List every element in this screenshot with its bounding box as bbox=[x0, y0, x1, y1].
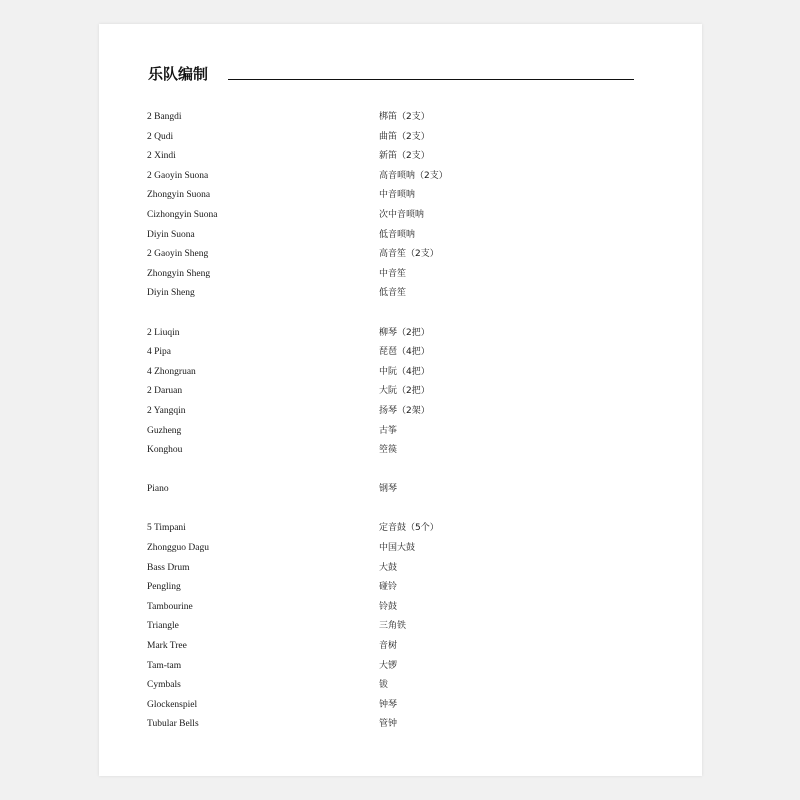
instrument-name-zh: 次中音唢呐 bbox=[379, 209, 425, 220]
instrument-name-en: Zhongyin Suona bbox=[147, 190, 211, 201]
instrument-name-en: Cizhongyin Suona bbox=[147, 209, 218, 220]
instrument-name-zh: 中音唢呐 bbox=[379, 190, 416, 201]
instrumentation-list bbox=[147, 108, 647, 735]
instrument-row bbox=[147, 284, 647, 304]
section-title: 乐队编制 bbox=[148, 65, 209, 83]
instrument-name-en: Cymbals bbox=[147, 680, 181, 691]
instrument-name-zh: 中音笙 bbox=[379, 268, 407, 279]
instrument-row bbox=[147, 578, 647, 598]
instrument-name-en: 4 Pipa bbox=[147, 347, 172, 358]
instrument-name-zh: 三角铁 bbox=[379, 621, 407, 632]
instrument-row bbox=[147, 676, 647, 696]
instrument-name-en: Guzheng bbox=[147, 425, 182, 436]
instrument-name-en: 2 Gaoyin Sheng bbox=[147, 249, 209, 260]
instrument-name-zh: 中阮（4把） bbox=[379, 366, 430, 377]
instrument-name-zh: 大锣 bbox=[379, 660, 398, 671]
instrument-name-zh: 钟琴 bbox=[379, 699, 398, 710]
instrument-name-en: 2 Qudi bbox=[147, 131, 174, 142]
instrument-name-en: Tambourine bbox=[147, 601, 193, 612]
instrument-row bbox=[147, 402, 647, 422]
instrument-name-en: Diyin Sheng bbox=[147, 288, 195, 299]
instrument-name-en: 2 Yangqin bbox=[147, 405, 186, 416]
instrument-row bbox=[147, 206, 647, 226]
instrument-name-en: Tam-tam bbox=[147, 660, 182, 671]
instrument-row bbox=[147, 343, 647, 363]
instrument-row bbox=[147, 422, 647, 442]
instrument-name-zh: 钹 bbox=[379, 680, 389, 691]
instrument-row bbox=[147, 245, 647, 265]
instrument-row bbox=[147, 128, 647, 148]
instrument-name-en: Zhongguo Dagu bbox=[147, 543, 210, 554]
instrument-name-en: 2 Daruan bbox=[147, 386, 183, 397]
instrument-name-zh: 琵琶（4把） bbox=[379, 347, 430, 358]
group-spacer bbox=[147, 304, 647, 324]
instrument-row bbox=[147, 519, 647, 539]
instrument-name-en: 2 Gaoyin Suona bbox=[147, 170, 209, 181]
instrument-name-zh: 低音笙 bbox=[379, 288, 407, 299]
instrument-row bbox=[147, 186, 647, 206]
instrument-row bbox=[147, 226, 647, 246]
instrument-name-zh: 梆笛（2支） bbox=[379, 112, 430, 122]
heading-rule bbox=[228, 79, 634, 80]
instrument-name-en: Glockenspiel bbox=[147, 699, 198, 710]
instrument-name-en: Zhongyin Sheng bbox=[147, 268, 211, 279]
instrument-name-zh: 音树 bbox=[379, 641, 398, 652]
instrument-row bbox=[147, 696, 647, 716]
instrument-name-en: 2 Bangdi bbox=[147, 112, 182, 122]
instrument-name-en: 2 Liuqin bbox=[147, 327, 180, 338]
instrument-row bbox=[147, 167, 647, 187]
instrument-row bbox=[147, 363, 647, 383]
instrument-name-en: Bass Drum bbox=[147, 562, 190, 573]
instrument-name-zh: 铃鼓 bbox=[379, 601, 398, 612]
instrument-name-zh: 碰铃 bbox=[379, 582, 398, 593]
instrument-name-zh: 低音唢呐 bbox=[379, 229, 416, 240]
instrument-name-zh: 古筝 bbox=[379, 425, 398, 436]
instrument-row bbox=[147, 441, 647, 461]
instrument-name-en: Konghou bbox=[147, 445, 183, 456]
instrument-name-en: Diyin Suona bbox=[147, 229, 195, 240]
group-spacer bbox=[147, 461, 647, 481]
instrument-name-zh: 高音笙（2支） bbox=[379, 249, 439, 260]
instrument-name-zh: 高音唢呐（2支） bbox=[379, 170, 448, 181]
instrument-row bbox=[147, 559, 647, 579]
instrument-name-zh: 钢琴 bbox=[379, 484, 398, 495]
instrument-name-en: Mark Tree bbox=[147, 641, 187, 652]
instrument-name-zh: 箜篌 bbox=[379, 445, 398, 456]
instrument-row bbox=[147, 265, 647, 285]
instrument-name-en: 5 Timpani bbox=[147, 523, 186, 534]
instrument-name-zh: 大鼓 bbox=[379, 562, 398, 573]
score-page bbox=[99, 24, 702, 776]
instrument-row bbox=[147, 598, 647, 618]
instrument-name-zh: 扬琴（2架） bbox=[379, 405, 430, 416]
instrument-row bbox=[147, 147, 647, 167]
instrument-row bbox=[147, 657, 647, 677]
instrument-row bbox=[147, 617, 647, 637]
instrument-name-zh: 定音鼓（5个） bbox=[379, 523, 439, 534]
section-heading bbox=[148, 64, 634, 84]
instrument-row bbox=[147, 637, 647, 657]
instrument-name-zh: 柳琴（2把） bbox=[379, 327, 430, 338]
instrument-name-en: 2 Xindi bbox=[147, 151, 176, 162]
instrument-name-en: Triangle bbox=[147, 621, 179, 632]
instrument-name-en: Piano bbox=[147, 484, 169, 495]
instrument-name-en: Pengling bbox=[147, 582, 181, 593]
group-spacer bbox=[147, 500, 647, 520]
instrument-name-zh: 管钟 bbox=[379, 719, 398, 730]
instrument-name-zh: 中国大鼓 bbox=[379, 543, 416, 554]
instrument-row bbox=[147, 480, 647, 500]
instrument-row bbox=[147, 382, 647, 402]
instrument-row bbox=[147, 715, 647, 735]
instrument-row bbox=[147, 108, 647, 128]
instrument-name-zh: 新笛（2支） bbox=[379, 151, 430, 162]
instrument-name-zh: 曲笛（2支） bbox=[379, 131, 430, 142]
instrument-name-zh: 大阮（2把） bbox=[379, 386, 430, 397]
instrument-row bbox=[147, 539, 647, 559]
instrument-name-en: Tubular Bells bbox=[147, 719, 199, 730]
instrument-row bbox=[147, 324, 647, 344]
instrument-name-en: 4 Zhongruan bbox=[147, 366, 196, 377]
